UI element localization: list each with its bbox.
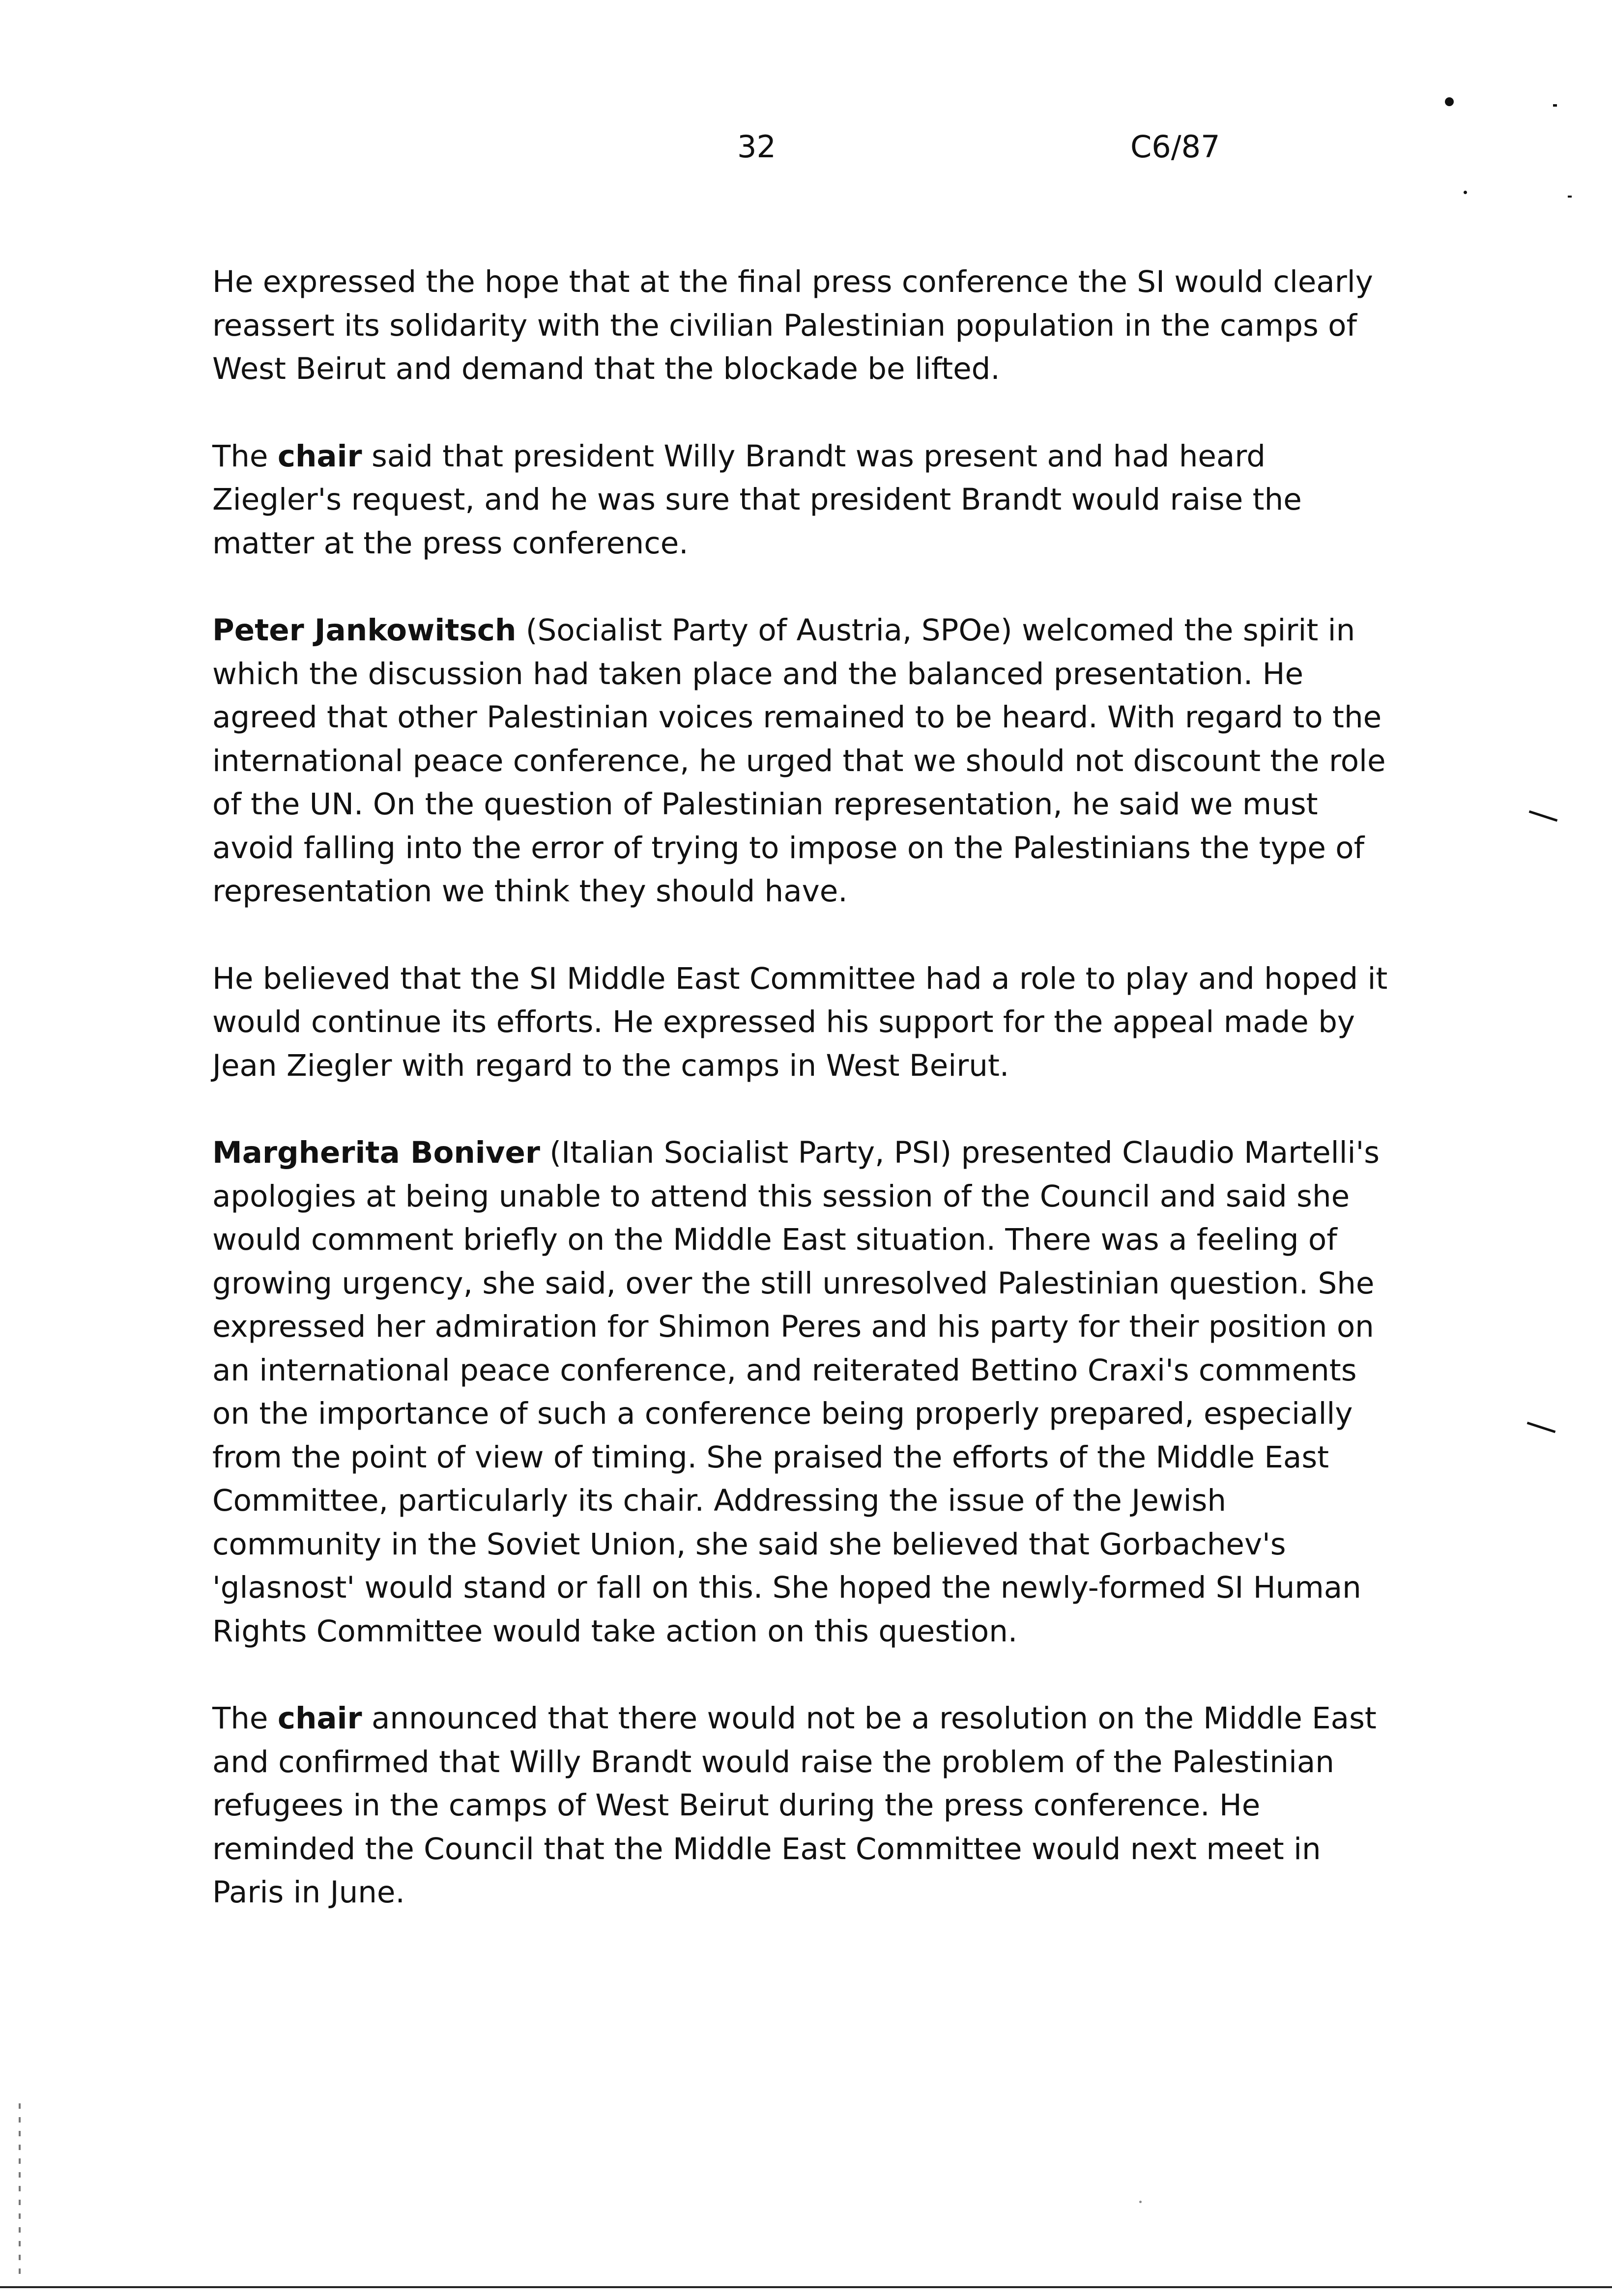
scan-speck	[1445, 97, 1454, 106]
speaker-name: chair	[277, 1701, 362, 1736]
paragraph-text: (Italian Socialist Party, PSI) presented Claudio Martelli's apologies at being unable to attend this session of the Council and said she would comment briefly on the Middle East situation. There was a feeling of growing urgency, she said, over the still unresolved Palestinian question. She expressed her admiration for Shimon Peres and his party for their position on an international peace conference, and reiterated Bettino Craxi's comments on the importance of such a conference being properly prepared, especially from the point of view of timing. She praised the efforts of the Middle East Committee, particularly its chair. Addressing the issue of the Jewish community in the Soviet Union, she said she believed that Gorbachev's 'glasnost' would stand or fall on this. She hoped the newly-formed SI Human Rights Committee would take action on this question.	[212, 1135, 1380, 1649]
speaker-name: chair	[277, 438, 362, 474]
speaker-name: Peter Jankowitsch	[212, 613, 517, 648]
scan-speck	[1464, 191, 1467, 194]
paragraph-text: (Socialist Party of Austria, SPOe) welcomed the spirit in which the discussion had taken place and the balanced presentation. He agreed that other Palestinian voices remained to be heard. With regard to the international peace conference, he urged that we should not discount the role of the UN. On the question of Palestinian representation, he said we must avoid falling into the error of trying to impose on the Palestinians the type of representation we think they should have.	[212, 613, 1386, 909]
document-reference: C6/87	[1130, 129, 1220, 165]
scan-speck	[1568, 196, 1572, 198]
paragraph-lead: The	[212, 1701, 278, 1736]
paragraph-text: said that president Willy Brandt was present and had heard Ziegler's request, and he was sure that president Brandt would raise the matter at the press conference.	[212, 438, 1302, 561]
paragraph-text: He expressed the hope that at the final press conference the SI would clearly reassert its solidarity with the civilian Palestinian population in the camps of West Beirut and demand that the blockade be lifted.	[212, 264, 1373, 386]
paragraph-lead: The	[212, 438, 278, 474]
paragraph-text: He believed that the SI Middle East Committee had a role to play and hoped it would continue its efforts. He expressed his support for the appeal made by Jean Ziegler with regard to the camps in West Beirut.	[212, 961, 1388, 1083]
speaker-name: Margherita Boniver	[212, 1135, 540, 1170]
scan-speck	[1139, 2201, 1142, 2203]
paragraph-3	[212, 609, 1392, 914]
paragraph-text: announced that there would not be a resolution on the Middle East and confirmed that Willy Brandt would raise the problem of the Palestinian refugees in the camps of West Beirut during the press conference. He reminded the Council that the Middle East Committee would next meet in Paris in June.	[212, 1701, 1377, 1910]
margin-mark	[1527, 1422, 1556, 1433]
paragraph-6	[212, 1697, 1392, 1915]
margin-mark	[1529, 810, 1558, 822]
paragraph-4	[212, 957, 1392, 1088]
scan-edge	[19, 2103, 21, 2280]
paragraph-5	[212, 1131, 1392, 1653]
paragraph-1	[212, 260, 1392, 391]
scan-speck	[1553, 104, 1557, 107]
page-number: 32	[737, 129, 776, 165]
minutes-body	[212, 260, 1392, 1958]
paragraph-2	[212, 435, 1392, 566]
scan-bottom-edge	[0, 2286, 1612, 2288]
